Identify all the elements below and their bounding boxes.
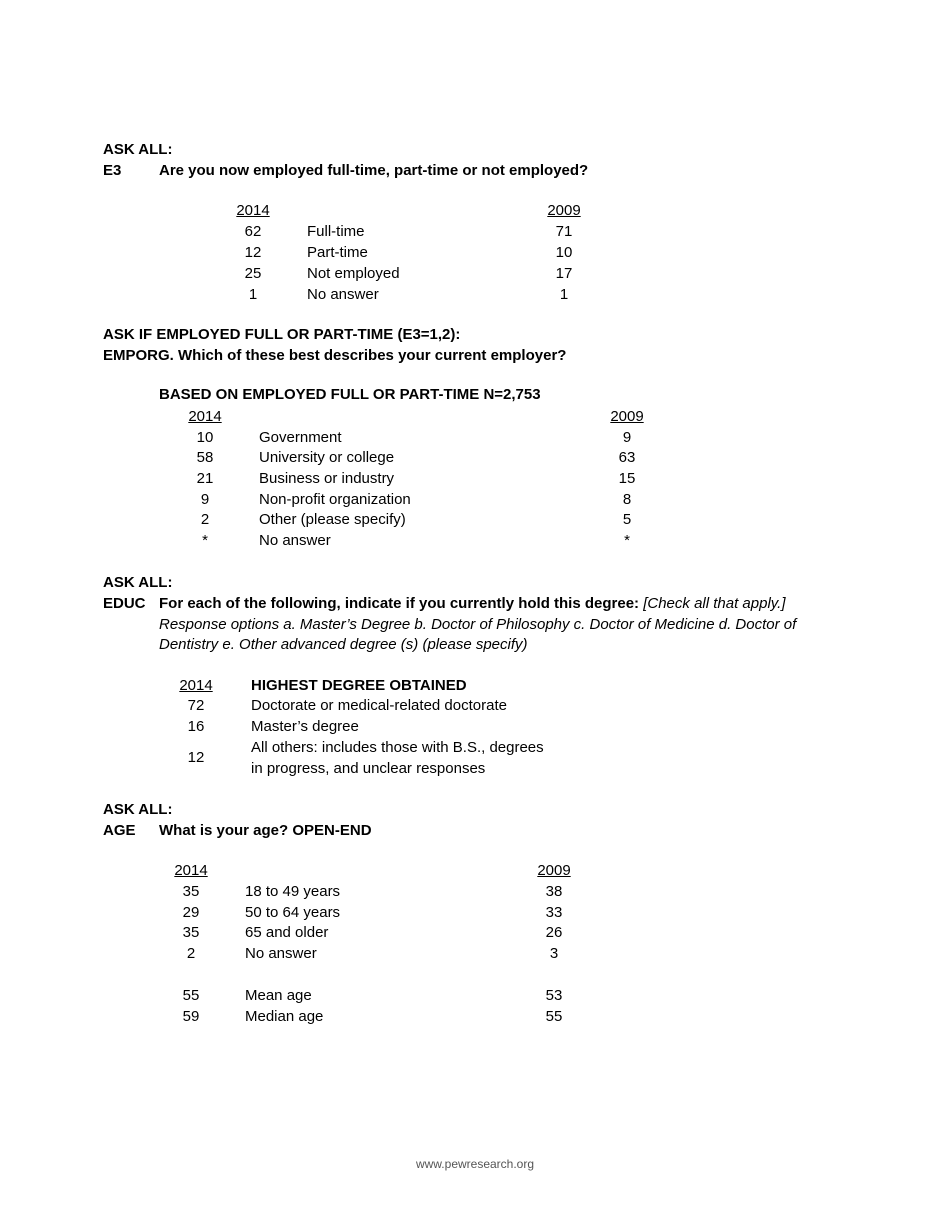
age-code: AGE	[103, 822, 136, 839]
emporg-row-2009: 8	[622, 491, 632, 508]
e3-col-2014: 2014	[236, 202, 270, 219]
emporg-question: EMPORG. Which of these best describes your current employer?	[103, 347, 567, 364]
age-row-2014: 29	[182, 904, 200, 921]
e3-row-2014: 62	[244, 223, 262, 240]
educ-row-label: Doctorate or medical-related doctorate	[251, 697, 507, 714]
emporg-row-2009: 5	[622, 511, 632, 528]
age-ask-label: ASK ALL:	[103, 801, 173, 818]
emporg-row-2009: 9	[622, 429, 632, 446]
age-summary-2014: 59	[182, 1008, 200, 1025]
e3-row-label: Part-time	[307, 244, 368, 261]
educ-table-header: HIGHEST DEGREE OBTAINED	[251, 677, 467, 694]
emporg-ask-label: ASK IF EMPLOYED FULL OR PART-TIME (E3=1,2):	[103, 326, 461, 343]
e3-row-label: No answer	[307, 286, 379, 303]
educ-row-2014: 72	[187, 697, 205, 714]
age-row-2014: 2	[186, 945, 196, 962]
emporg-row-2014: 58	[196, 449, 214, 466]
age-row-label: 65 and older	[245, 924, 329, 941]
e3-col-2009: 2009	[547, 202, 581, 219]
emporg-row-2014: 10	[196, 429, 214, 446]
e3-row-label: Not employed	[307, 265, 400, 282]
age-summary-2009: 53	[545, 987, 563, 1004]
age-row-label: 50 to 64 years	[245, 904, 341, 921]
educ-ask-label: ASK ALL:	[103, 574, 173, 591]
emporg-col-2009: 2009	[610, 408, 644, 425]
age-row-2009: 3	[549, 945, 559, 962]
emporg-row-2014: 21	[196, 470, 214, 487]
e3-row-2009: 71	[555, 223, 573, 240]
educ-question-instruction: [Check all that apply.]	[643, 595, 786, 612]
emporg-row-label: Other (please specify)	[259, 511, 406, 528]
age-row-label: No answer	[245, 945, 317, 962]
educ-row-label-continued: in progress, and unclear responses	[251, 760, 486, 777]
footer-url: www.pewresearch.org	[415, 1157, 535, 1171]
age-row-label: 18 to 49 years	[245, 883, 341, 900]
emporg-row-2009: *	[624, 532, 630, 549]
educ-row-label: All others: includes those with B.S., degrees	[251, 739, 544, 756]
emporg-row-label: No answer	[259, 532, 331, 549]
educ-question-bold: For each of the following, indicate if you currently hold this degree:	[159, 595, 640, 612]
e3-code: E3	[103, 162, 122, 179]
educ-question-line-3: Dentistry e. Other advanced degree (s) (please specify)	[159, 636, 528, 653]
emporg-row-label: Non-profit organization	[259, 491, 411, 508]
educ-row-2014: 12	[187, 749, 205, 766]
emporg-row-label: Business or industry	[259, 470, 395, 487]
emporg-row-label: Government	[259, 429, 342, 446]
age-row-2009: 26	[545, 924, 563, 941]
educ-row-2014: 16	[187, 718, 205, 735]
emporg-row-2014: *	[202, 532, 208, 549]
age-summary-label: Median age	[245, 1008, 324, 1025]
e3-ask-label: ASK ALL:	[103, 141, 173, 158]
age-col-2014: 2014	[174, 862, 208, 879]
age-row-2014: 35	[182, 924, 200, 941]
educ-col-2014: 2014	[179, 677, 213, 694]
e3-row-2009: 17	[555, 265, 573, 282]
age-row-2009: 33	[545, 904, 563, 921]
age-summary-label: Mean age	[245, 987, 312, 1004]
educ-row-label: Master’s degree	[251, 718, 359, 735]
emporg-row-2009: 63	[618, 449, 636, 466]
e3-row-2014: 12	[244, 244, 262, 261]
age-row-2014: 35	[182, 883, 200, 900]
emporg-row-2014: 2	[200, 511, 210, 528]
age-question: What is your age? OPEN-END	[159, 822, 372, 839]
age-col-2009: 2009	[537, 862, 571, 879]
age-row-2009: 38	[545, 883, 563, 900]
educ-code: EDUC	[103, 595, 146, 612]
emporg-col-2014: 2014	[188, 408, 222, 425]
e3-row-2009: 1	[559, 286, 569, 303]
e3-row-2014: 25	[244, 265, 262, 282]
educ-question-line-1	[159, 594, 786, 614]
emporg-row-2014: 9	[200, 491, 210, 508]
emporg-row-2009: 15	[618, 470, 636, 487]
emporg-row-label: University or college	[259, 449, 395, 466]
age-summary-2014: 55	[182, 987, 200, 1004]
emporg-base-note: BASED ON EMPLOYED FULL OR PART-TIME N=2,753	[159, 386, 541, 403]
e3-question: Are you now employed full-time, part-time or not employed?	[159, 162, 589, 179]
educ-question-line-2: Response options a. Master’s Degree b. Doctor of Philosophy c. Doctor of Medicine d. Doctor of	[159, 616, 797, 633]
age-summary-2009: 55	[545, 1008, 563, 1025]
e3-row-label: Full-time	[307, 223, 365, 240]
e3-row-2014: 1	[248, 286, 258, 303]
e3-row-2009: 10	[555, 244, 573, 261]
